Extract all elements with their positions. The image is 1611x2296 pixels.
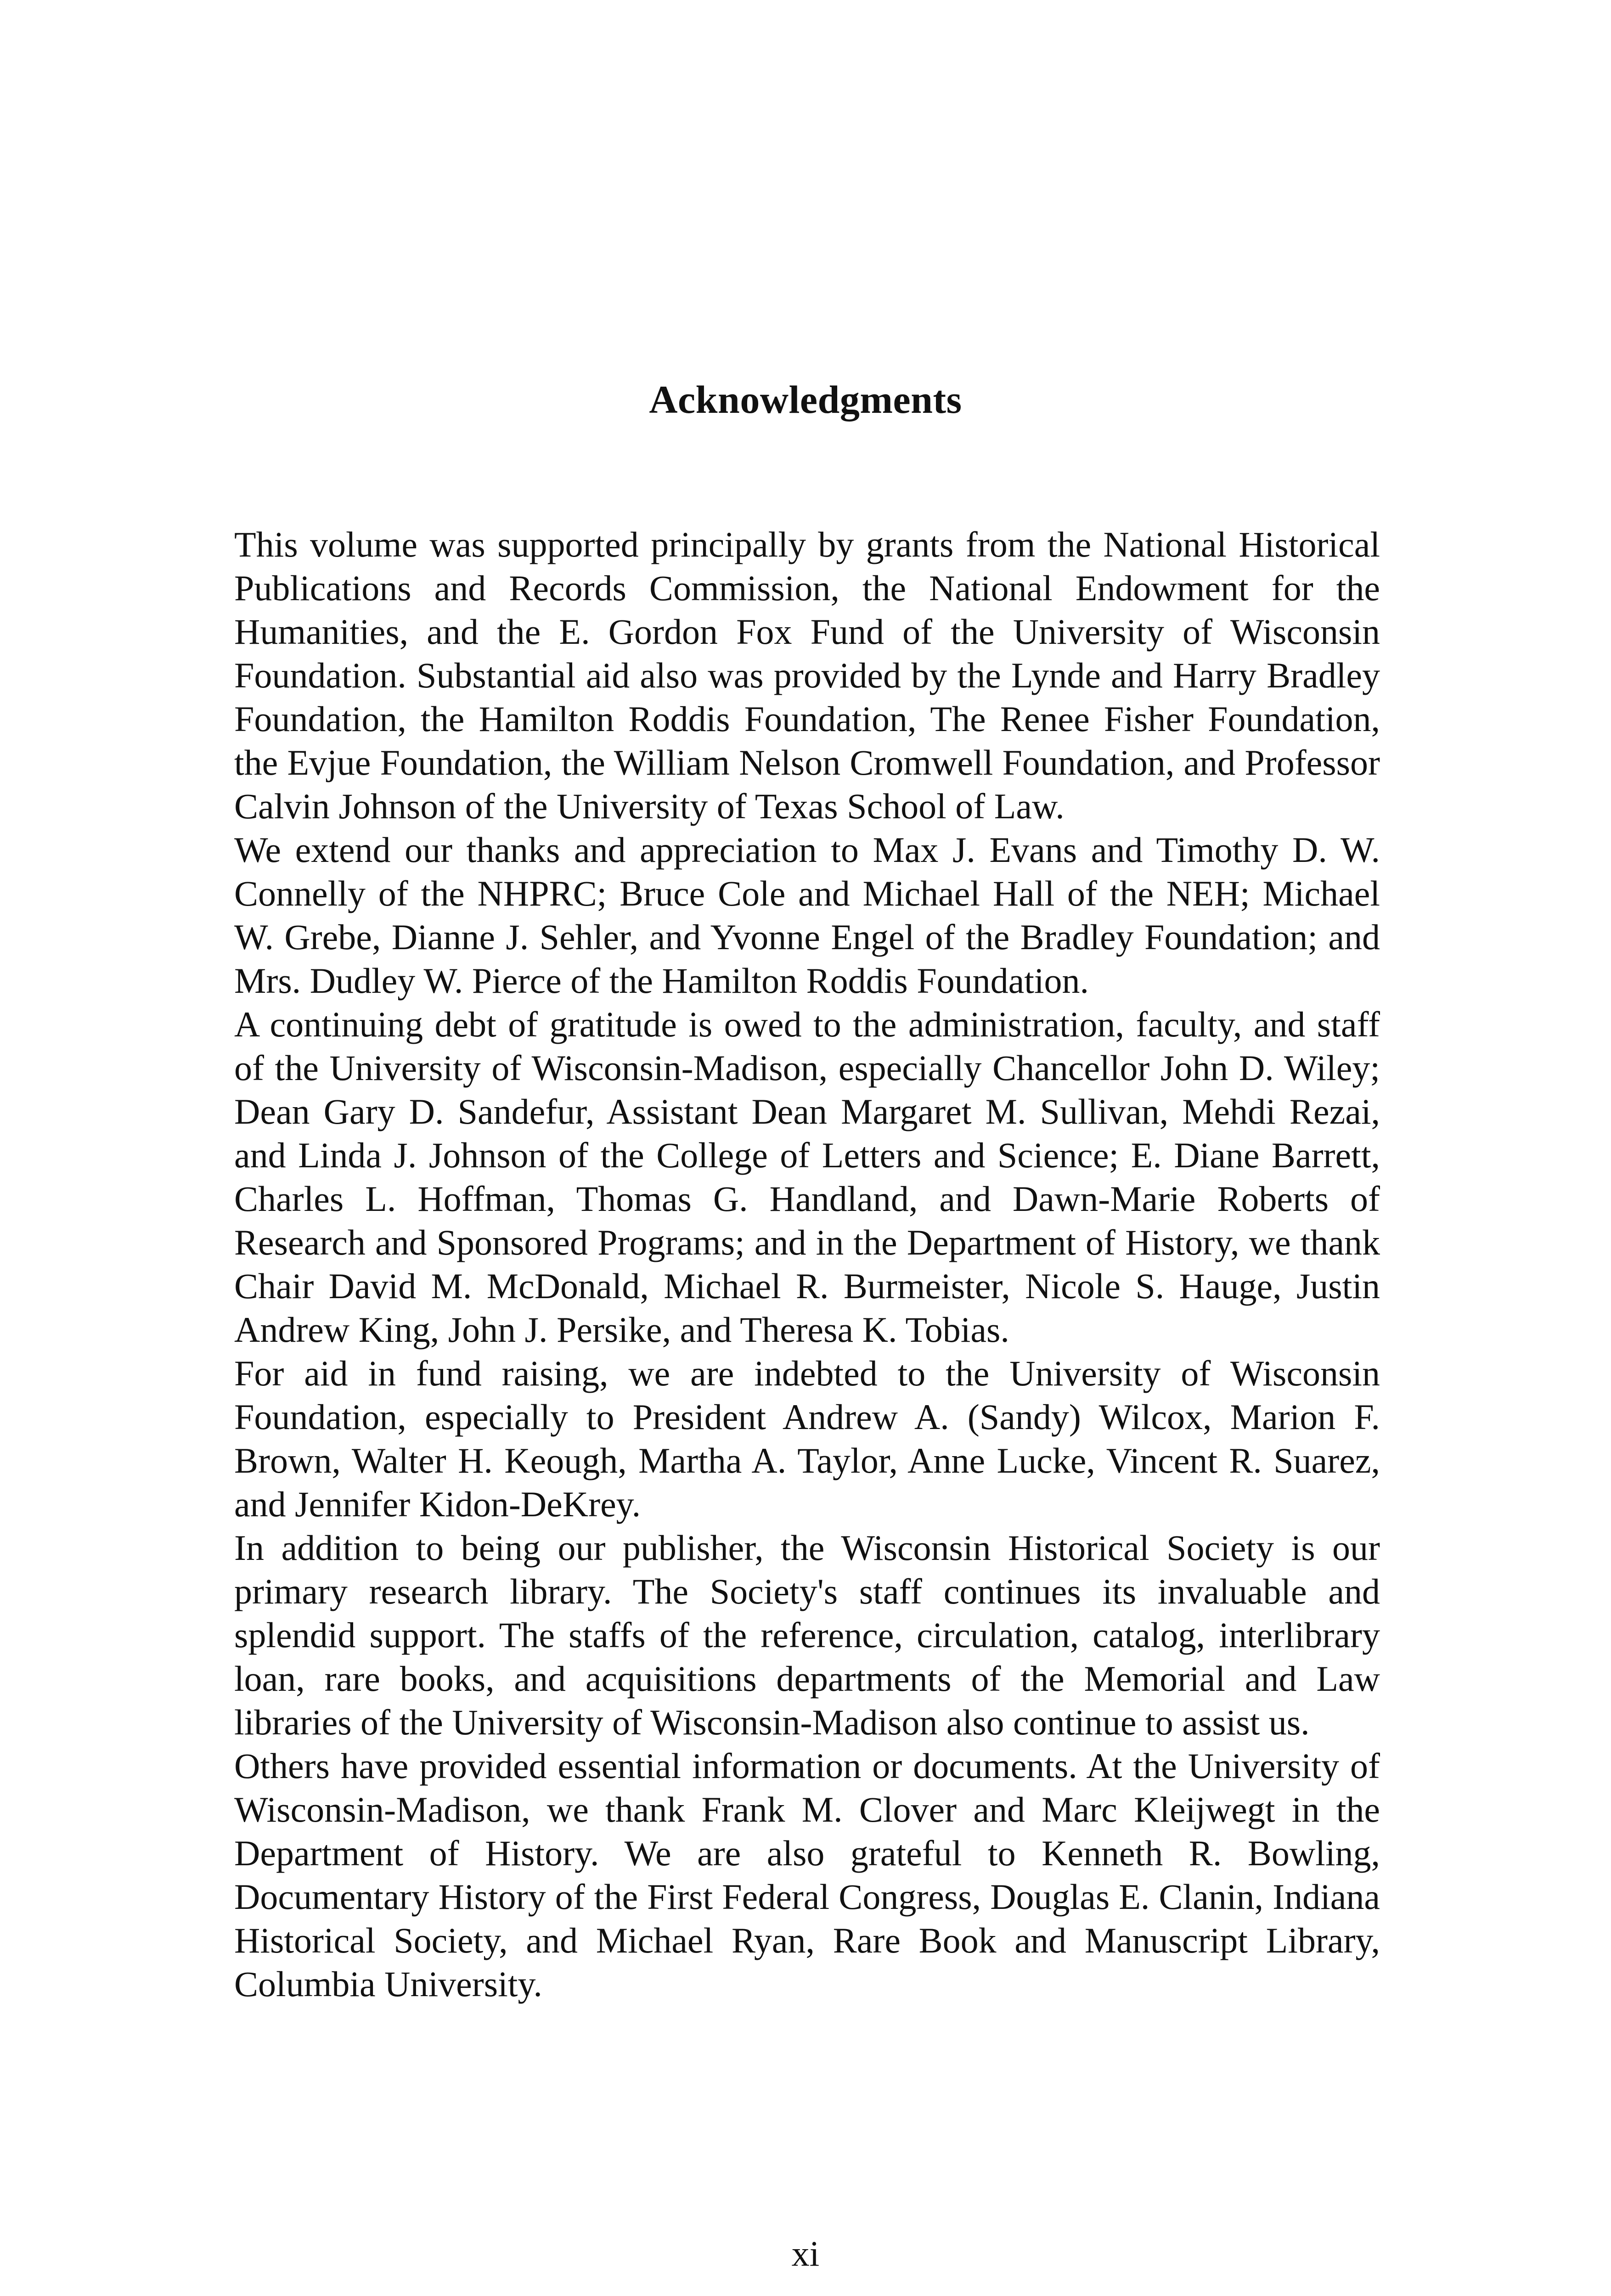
paragraph-fund-raising: For aid in fund raising, we are indebted to the University of Wisconsin Foundation, especially to President Andrew A. (Sandy) Wilcox, Marion F. Brown, Walter H. Keough, Martha A. Taylor, Anne Lucke, Vincent R. Suarez, and Jennifer Kidon-DeKrey.	[234, 1353, 1380, 1524]
page-title: Acknowledgments	[649, 377, 962, 422]
page-number: xi	[791, 2234, 820, 2273]
paragraph-university: A continuing debt of gratitude is owed to the administration, faculty, and staff of the University of Wisconsin-Madison, especially Chancellor John D. Wiley; Dean Gary D. Sandefur, Assistant Dean Margaret M. Sullivan, Mehdi Rezai, and Linda J. Johnson of the College of Letters and Science; E. Diane Barrett, Charles L. Hoffman, Thomas G. Handland, and Dawn-Marie Roberts of Research and Sponsored Programs; and in the Department of History, we thank Chair David M. McDonald, Michael R. Burmeister, Nicole S. Hauge, Justin Andrew King, John J. Persike, and Theresa K. Tobias.	[234, 1004, 1380, 1350]
paragraph-funding: This volume was supported principally by grants from the National Historical Publications and Records Commission, the National Endowment for the Humanities, and the E. Gordon Fox Fund of the University of Wisconsin Foundation. Substantial aid also was provided by the Lynde and Harry Bradley Foundation, the Hamilton Roddis Foundation, The Renee Fisher Foundation, the Evjue Foundation, the William Nelson Cromwell Foundation, and Professor Calvin Johnson of the University of Texas School of Law.	[234, 524, 1380, 826]
paragraph-others: Others have provided essential information or documents. At the University of Wisconsin-Madison, we thank Frank M. Clover and Marc Kleijwegt in the Department of History. We are also grateful to Kenneth R. Bowling, Documentary History of the First Federal Congress, Douglas E. Clanin, Indiana Historical Society, and Michael Ryan, Rare Book and Manuscript Library, Columbia University.	[234, 1746, 1380, 2004]
paragraph-thanks: We extend our thanks and appreciation to Max J. Evans and Timothy D. W. Connelly of the NHPRC; Bruce Cole and Michael Hall of the NEH; Michael W. Grebe, Dianne J. Sehler, and Yvonne Engel of the Bradley Foundation; and Mrs. Dudley W. Pierce of the Hamilton Roddis Foundation.	[234, 830, 1380, 1001]
paragraph-publisher: In addition to being our publisher, the Wisconsin Historical Society is our primary research library. The Society's staff continues its invaluable and splendid support. The staffs of the reference, circulation, catalog, interlibrary loan, rare books, and acquisitions departments of the Memorial and Law libraries of the University of Wisconsin-Madison also continue to assist us.	[234, 1528, 1380, 1742]
body-text	[234, 523, 1380, 2006]
